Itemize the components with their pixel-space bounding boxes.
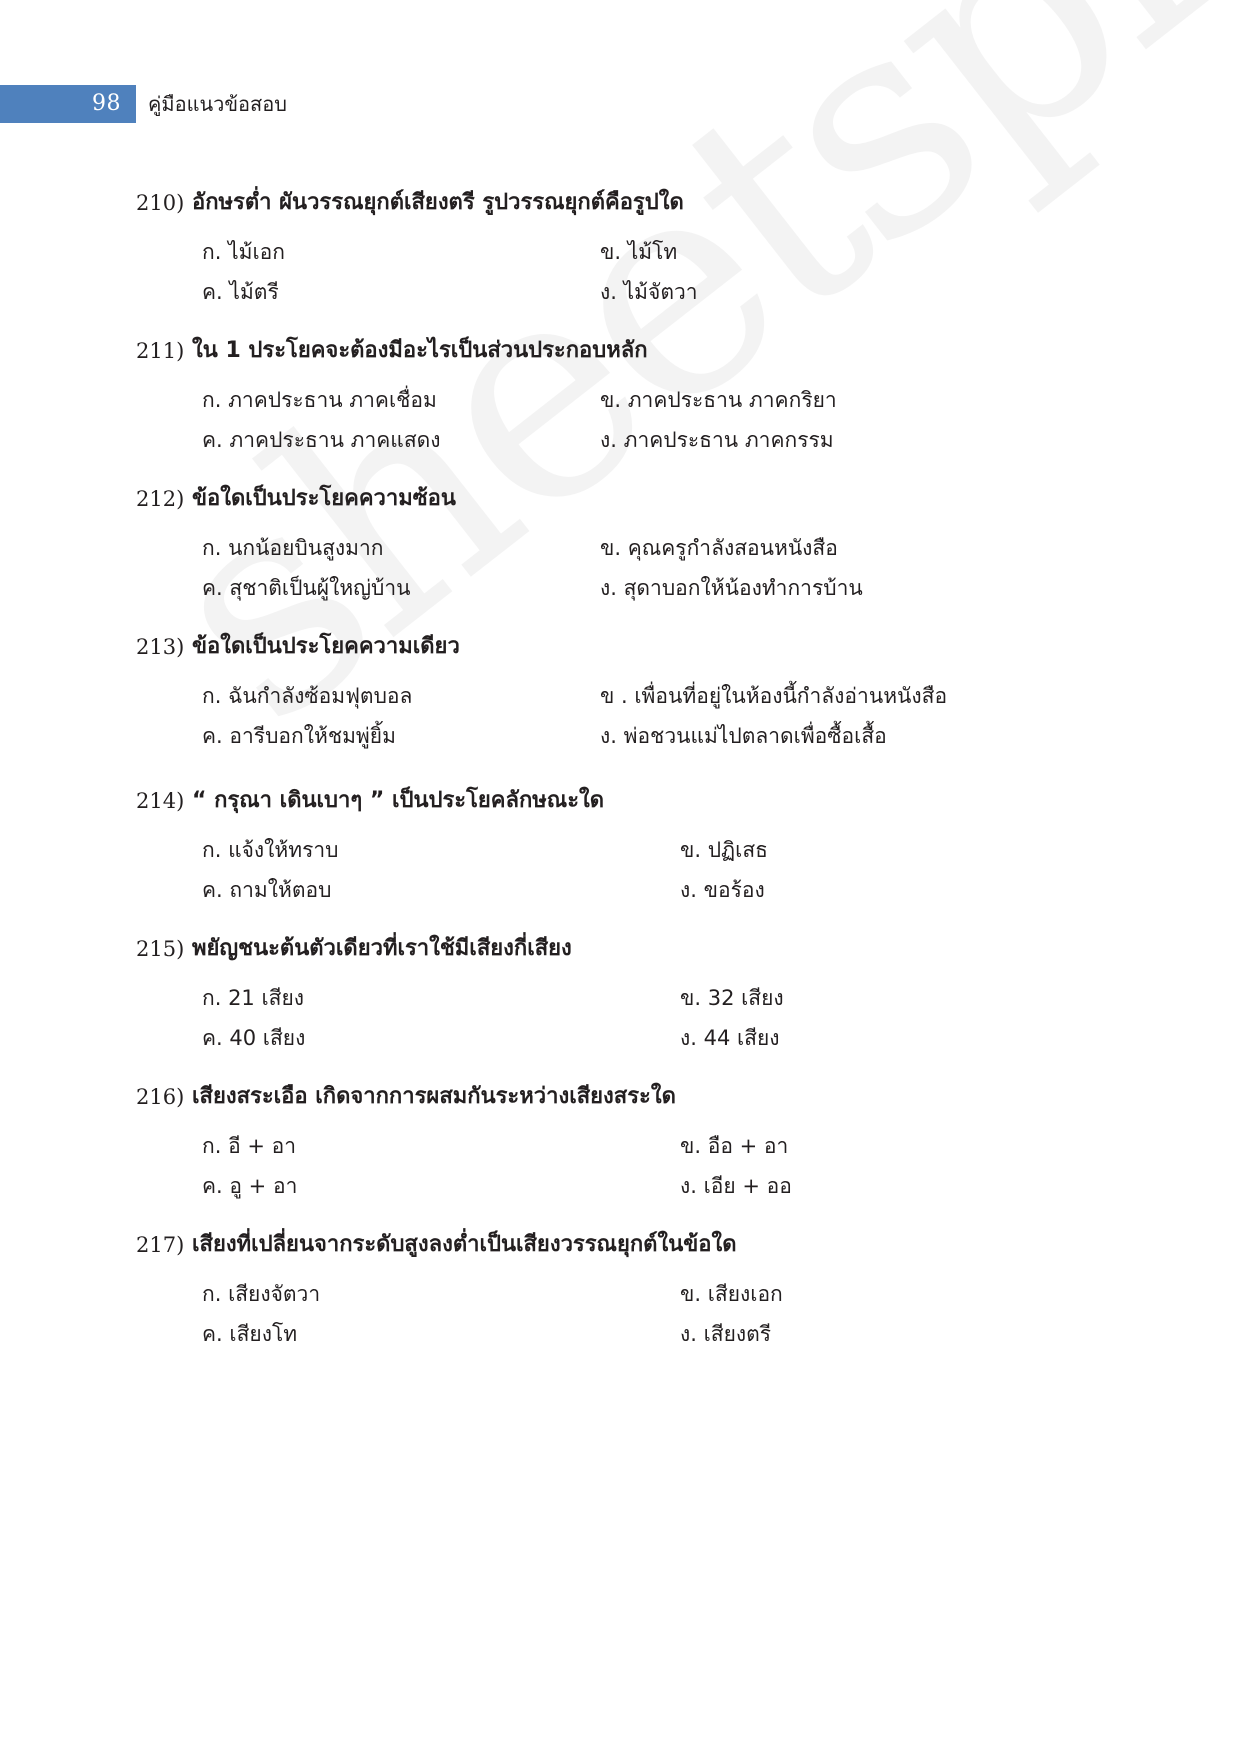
answer-options [0, 522, 1239, 608]
option-row [0, 1314, 1239, 1354]
option-b[interactable]: ข . เพื่อนที่อยู่ในห้องนี้กำลังอ่านหนังสือ [600, 684, 948, 708]
option-c[interactable]: ค. อู + อา [202, 1174, 298, 1198]
option-c[interactable]: ค. ภาคประธาน ภาคแสดง [202, 428, 441, 452]
spacer [0, 318, 1239, 328]
option-a[interactable]: ก. 21 เสียง [202, 986, 305, 1010]
answer-options [0, 1120, 1239, 1206]
question-number: 210) [136, 191, 185, 215]
option-c[interactable]: ค. เสียงโท [202, 1322, 298, 1346]
question-text: ใน 1 ประโยคจะต้องมีอะไรเป็นส่วนประกอบหลัก [192, 338, 648, 363]
question-block-213 [0, 624, 1239, 756]
spacer [0, 762, 1239, 778]
question-number: 212) [136, 487, 185, 511]
question-block-215 [0, 926, 1239, 1058]
question-heading [0, 1222, 1239, 1268]
question-text: เสียงสระเอือ เกิดจากการผสมกันระหว่างเสียงสระใด [192, 1084, 676, 1109]
question-text: “ กรุณา เดินเบาๆ ” เป็นประโยคลักษณะใด [192, 788, 605, 813]
answer-options [0, 972, 1239, 1058]
option-c[interactable]: ค. ถามให้ตอบ [202, 878, 332, 902]
option-c[interactable]: ค. 40 เสียง [202, 1026, 306, 1050]
spacer [0, 466, 1239, 476]
question-block-210 [0, 180, 1239, 312]
option-row [0, 232, 1239, 272]
option-a[interactable]: ก. ฉันกำลังซ้อมฟุตบอล [202, 684, 413, 708]
question-heading [0, 778, 1239, 824]
option-row [0, 380, 1239, 420]
option-row [0, 528, 1239, 568]
option-a[interactable]: ก. ไม้เอก [202, 240, 285, 264]
option-a[interactable]: ก. แจ้งให้ทราบ [202, 838, 339, 862]
option-row [0, 870, 1239, 910]
question-text: ข้อใดเป็นประโยคความเดียว [192, 634, 460, 659]
option-row [0, 1018, 1239, 1058]
option-a[interactable]: ก. นกน้อยบินสูงมาก [202, 536, 384, 560]
question-block-214 [0, 778, 1239, 910]
option-b[interactable]: ข. เสียงเอก [680, 1282, 783, 1306]
option-b[interactable]: ข. ปฏิเสธ [680, 838, 768, 862]
question-block-211 [0, 328, 1239, 460]
option-a[interactable]: ก. ภาคประธาน ภาคเชื่อม [202, 388, 437, 412]
option-b[interactable]: ข. อือ + อา [680, 1134, 789, 1158]
option-d[interactable]: ง. ขอร้อง [680, 878, 765, 902]
question-text: เสียงที่เปลี่ยนจากระดับสูงลงต่ำเป็นเสียงวรรณยุกต์ในข้อใด [192, 1232, 737, 1257]
option-a[interactable]: ก. อี + อา [202, 1134, 297, 1158]
spacer [0, 916, 1239, 926]
question-heading [0, 926, 1239, 972]
question-block-216 [0, 1074, 1239, 1206]
option-a[interactable]: ก. เสียงจัตวา [202, 1282, 321, 1306]
question-heading [0, 476, 1239, 522]
page-header [0, 85, 1239, 123]
question-block-217 [0, 1222, 1239, 1354]
option-c[interactable]: ค. สุชาติเป็นผู้ใหญ่บ้าน [202, 576, 411, 600]
question-number: 216) [136, 1085, 185, 1109]
option-row [0, 568, 1239, 608]
spacer [0, 614, 1239, 624]
answer-options [0, 1268, 1239, 1354]
answer-options [0, 374, 1239, 460]
question-heading [0, 624, 1239, 670]
option-d[interactable]: ง. ภาคประธาน ภาคกรรม [600, 428, 834, 452]
option-d[interactable]: ง. พ่อชวนแม่ไปตลาดเพื่อซื้อเสื้อ [600, 724, 887, 748]
option-row [0, 272, 1239, 312]
question-number: 213) [136, 635, 185, 659]
option-c[interactable]: ค. อารีบอกให้ชมพู่ยิ้ม [202, 724, 396, 748]
question-number: 217) [136, 1233, 185, 1257]
option-row [0, 830, 1239, 870]
question-heading [0, 1074, 1239, 1120]
page-title: คู่มือแนวข้อสอบ [148, 92, 287, 116]
option-b[interactable]: ข. ไม้โท [600, 240, 678, 264]
question-number: 211) [136, 339, 185, 363]
option-row [0, 1166, 1239, 1206]
question-number: 215) [136, 937, 185, 961]
option-d[interactable]: ง. 44 เสียง [680, 1026, 780, 1050]
option-row [0, 978, 1239, 1018]
option-d[interactable]: ง. ไม้จัตวา [600, 280, 698, 304]
option-b[interactable]: ข. คุณครูกำลังสอนหนังสือ [600, 536, 838, 560]
option-row [0, 1274, 1239, 1314]
page-number: 98 [92, 91, 121, 116]
option-d[interactable]: ง. สุดาบอกให้น้องทำการบ้าน [600, 576, 863, 600]
question-number: 214) [136, 789, 185, 813]
exam-questions-list [0, 180, 1239, 1360]
spacer [0, 1064, 1239, 1074]
answer-options [0, 824, 1239, 910]
option-row [0, 420, 1239, 460]
page-number-badge [0, 85, 136, 123]
question-block-212 [0, 476, 1239, 608]
option-c[interactable]: ค. ไม้ตรี [202, 280, 279, 304]
option-d[interactable]: ง. เอีย + ออ [680, 1174, 792, 1198]
option-row [0, 716, 1239, 756]
question-text: พยัญชนะต้นตัวเดียวที่เราใช้มีเสียงกี่เสียง [192, 936, 572, 961]
option-b[interactable]: ข. ภาคประธาน ภาคกริยา [600, 388, 837, 412]
spacer [0, 1212, 1239, 1222]
question-text: ข้อใดเป็นประโยคความซ้อน [192, 486, 456, 511]
answer-options [0, 226, 1239, 312]
option-row [0, 1126, 1239, 1166]
answer-options [0, 670, 1239, 756]
option-row [0, 676, 1239, 716]
question-heading [0, 180, 1239, 226]
option-b[interactable]: ข. 32 เสียง [680, 986, 784, 1010]
question-text: อักษรต่ำ ผันวรรณยุกต์เสียงตรี รูปวรรณยุกต์คือรูปใด [192, 190, 684, 215]
question-heading [0, 328, 1239, 374]
option-d[interactable]: ง. เสียงตรี [680, 1322, 772, 1346]
